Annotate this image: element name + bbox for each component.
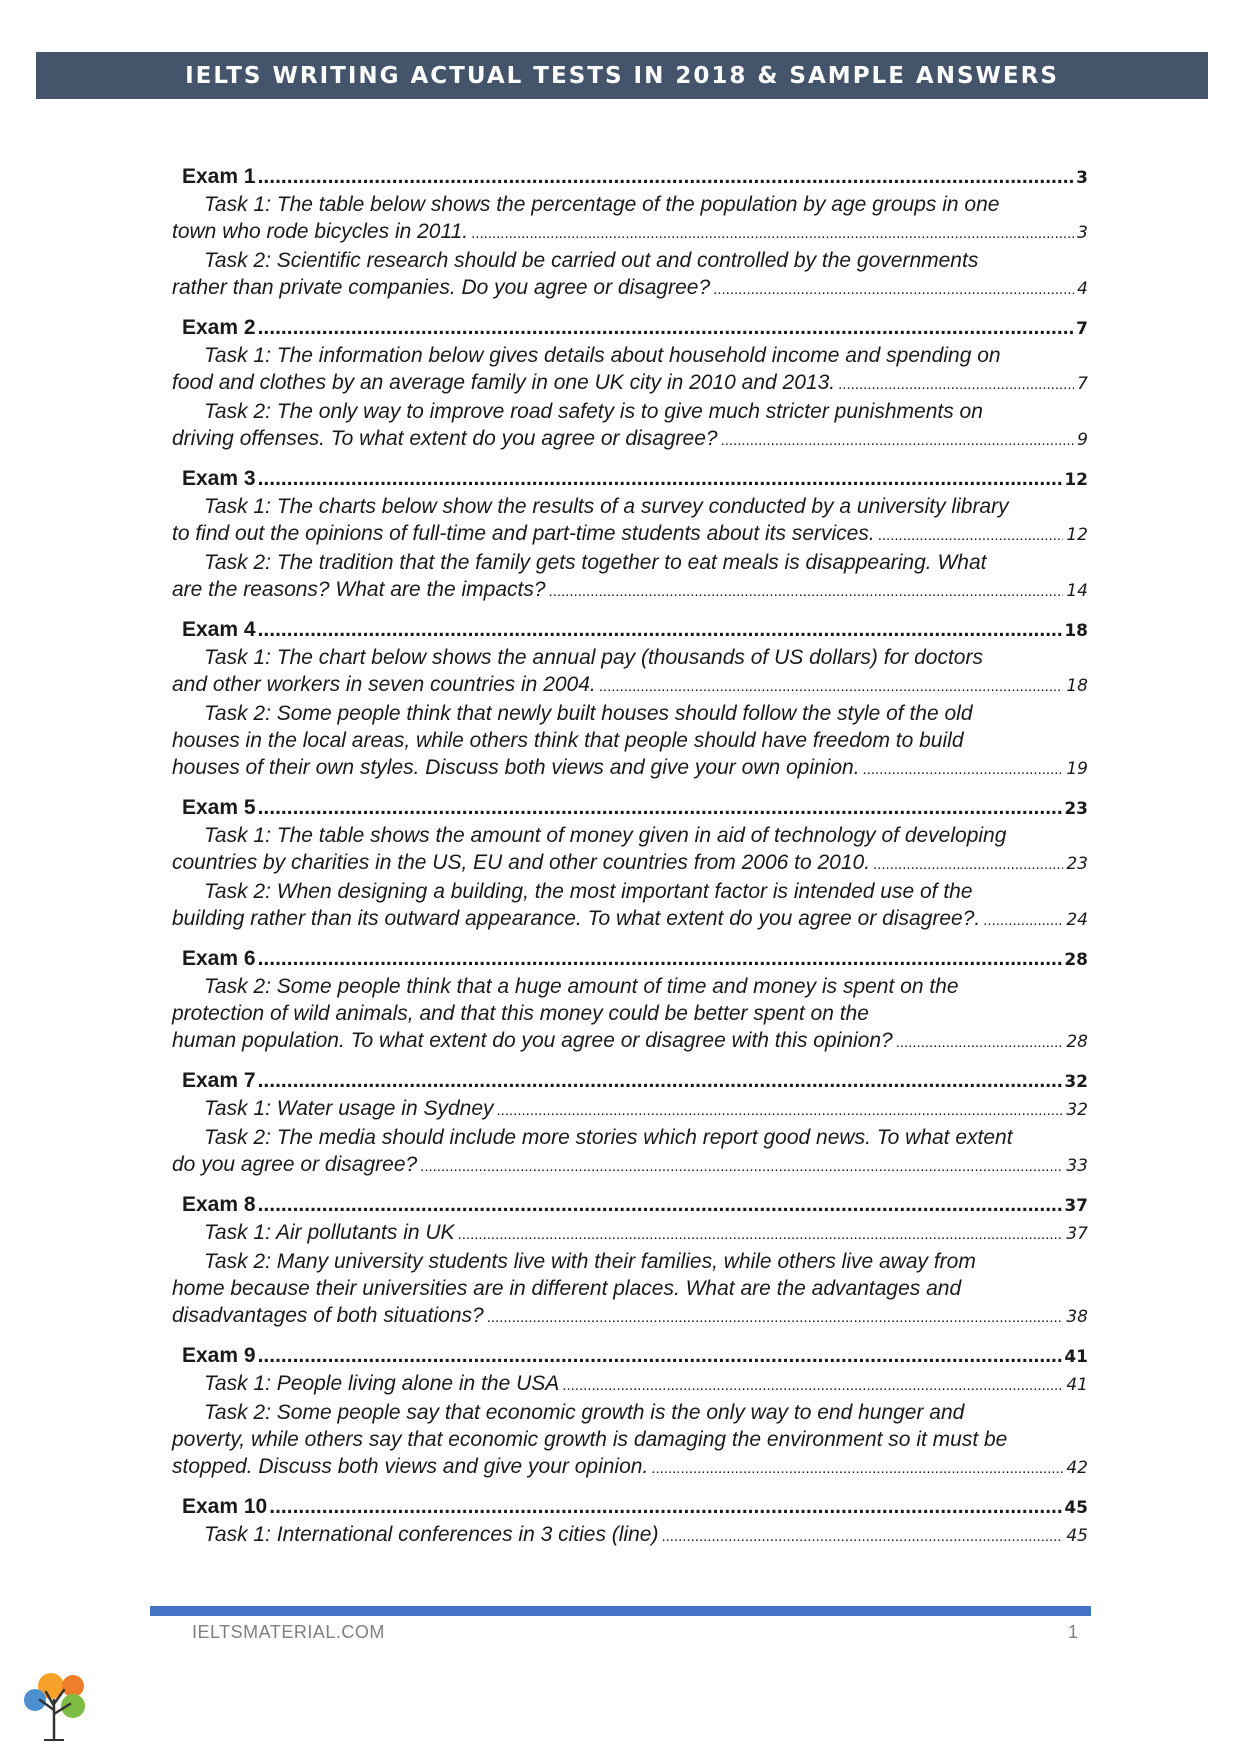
toc-exam-label: Exam 7: [182, 1069, 256, 1092]
toc-dot-leader: [661, 1523, 1063, 1550]
toc-section: [172, 795, 1088, 934]
toc-task-line: [172, 1095, 1088, 1124]
table-of-contents: [172, 164, 1088, 1562]
toc-exam-entry[interactable]: [172, 315, 1088, 342]
toc-section: [172, 1343, 1088, 1482]
toc-task-entry[interactable]: [172, 644, 1088, 700]
toc-dot-leader: [458, 1221, 1064, 1248]
toc-dot-leader: [651, 1455, 1063, 1482]
toc-dot-leader: [471, 220, 1074, 247]
toc-dot-leader: [258, 1192, 1063, 1218]
toc-dot-leader: [713, 276, 1074, 303]
toc-task-entry[interactable]: [172, 822, 1088, 878]
toc-exam-entry[interactable]: [172, 1494, 1088, 1521]
toc-dot-leader: [983, 907, 1063, 934]
toc-dot-leader: [599, 673, 1064, 700]
toc-exam-label: Exam 9: [182, 1344, 256, 1367]
toc-task-entry[interactable]: [172, 191, 1088, 247]
toc-task-text: houses in the local areas, while others think that people should have freedom to build: [172, 729, 964, 752]
toc-page-number: 19: [1066, 759, 1088, 779]
toc-task-line: [172, 754, 1088, 783]
toc-page-number: 14: [1066, 581, 1088, 601]
toc-section: [172, 1494, 1088, 1550]
toc-section: [172, 164, 1088, 303]
toc-task-text: Task 2: When designing a building, the most important factor is intended use of the: [204, 880, 973, 903]
toc-task-text: Task 2: Some people think that a huge amount of time and money is spent on the: [204, 975, 959, 998]
footer-divider: [150, 1606, 1091, 1616]
toc-page-number: 12: [1066, 525, 1088, 545]
toc-task-line: [172, 493, 1088, 520]
toc-task-text: to find out the opinions of full-time and part-time students about its services.: [172, 522, 875, 545]
toc-section: [172, 315, 1088, 454]
toc-task-line: [172, 1521, 1088, 1550]
toc-dot-leader: [896, 1029, 1064, 1056]
toc-task-text: Task 1: The chart below shows the annual pay (thousands of US dollars) for doctors: [204, 646, 983, 669]
toc-page-number: 33: [1066, 1156, 1088, 1176]
toc-exam-label: Exam 8: [182, 1193, 256, 1216]
toc-section: [172, 1068, 1088, 1180]
toc-page-number: 32: [1066, 1100, 1088, 1120]
toc-dot-leader: [721, 427, 1075, 454]
toc-task-text: Task 2: The only way to improve road safety is to give much stricter punishments on: [204, 400, 983, 423]
toc-task-text: Task 1: The information below gives details about household income and spending on: [204, 344, 1001, 367]
toc-task-text: building rather than its outward appearance. To what extent do you agree or disagree?.: [172, 907, 981, 930]
toc-task-line: [172, 218, 1088, 247]
toc-task-text: protection of wild animals, and that this money could be better spent on the: [172, 1002, 869, 1025]
toc-task-line: [172, 520, 1088, 549]
toc-page-number: 24: [1066, 910, 1088, 930]
toc-dot-leader: [258, 164, 1075, 190]
tree-logo-icon: [18, 1670, 92, 1742]
toc-task-text: countries by charities in the US, EU and other countries from 2006 to 2010.: [172, 851, 871, 874]
toc-dot-leader: [873, 851, 1063, 878]
toc-exam-label: Exam 6: [182, 947, 256, 970]
toc-page-number: 41: [1066, 1375, 1088, 1395]
toc-page-number: 18: [1066, 676, 1088, 696]
toc-task-text: Task 1: Air pollutants in UK: [204, 1221, 455, 1244]
toc-exam-entry[interactable]: [172, 164, 1088, 191]
toc-task-line: [172, 700, 1088, 727]
toc-task-text: Task 1: The table below shows the percentage of the population by age groups in one: [204, 193, 1000, 216]
toc-task-line: [172, 1302, 1088, 1331]
toc-page-number: 37: [1066, 1224, 1088, 1244]
toc-task-entry[interactable]: [172, 1370, 1088, 1399]
toc-task-line: [172, 644, 1088, 671]
toc-task-text: town who rode bicycles in 2011.: [172, 220, 469, 243]
toc-task-text: disadvantages of both situations?: [172, 1304, 484, 1327]
toc-task-text: home because their universities are in different places. What are the advantages and: [172, 1277, 962, 1300]
toc-task-line: [172, 549, 1088, 576]
toc-dot-leader: [863, 756, 1064, 783]
toc-task-entry[interactable]: [172, 1399, 1088, 1482]
toc-task-line: [172, 1027, 1088, 1056]
toc-page-number: 9: [1077, 430, 1088, 450]
toc-dot-leader: [497, 1097, 1064, 1124]
toc-task-entry[interactable]: [172, 549, 1088, 605]
toc-page-number: 23: [1064, 799, 1088, 819]
toc-dot-leader: [269, 1494, 1062, 1520]
toc-task-text: Task 2: The media should include more stories which report good news. To what extent: [204, 1126, 1013, 1149]
toc-task-line: [172, 1370, 1088, 1399]
toc-task-line: [172, 849, 1088, 878]
toc-task-text: Task 1: The charts below show the results of a survey conducted by a university library: [204, 495, 1009, 518]
toc-exam-entry[interactable]: [172, 1192, 1088, 1219]
toc-task-line: [172, 973, 1088, 1000]
toc-task-text: rather than private companies. Do you agree or disagree?: [172, 276, 711, 299]
toc-task-line: [172, 369, 1088, 398]
toc-task-line: [172, 1219, 1088, 1248]
document-title: IELTS WRITING ACTUAL TESTS IN 2018 & SAMPLE ANSWERS: [185, 62, 1059, 89]
document-header: [36, 52, 1208, 99]
toc-task-line: [172, 274, 1088, 303]
toc-section: [172, 617, 1088, 783]
toc-task-line: [172, 1426, 1088, 1453]
toc-task-text: human population. To what extent do you agree or disagree with this opinion?: [172, 1029, 893, 1052]
toc-exam-label: Exam 1: [182, 165, 256, 188]
toc-dot-leader: [258, 1343, 1063, 1369]
toc-exam-entry[interactable]: [172, 466, 1088, 493]
toc-task-line: [172, 1248, 1088, 1275]
toc-page-number: 41: [1064, 1347, 1088, 1367]
toc-section: [172, 466, 1088, 605]
toc-task-text: poverty, while others say that economic growth is damaging the environment so it must be: [172, 1428, 1008, 1451]
toc-section: [172, 1192, 1088, 1331]
toc-task-text: Task 2: Many university students live with their families, while others live away from: [204, 1250, 976, 1273]
toc-exam-label: Exam 4: [182, 618, 256, 641]
toc-task-line: [172, 1275, 1088, 1302]
footer-site-name: IELTSMATERIAL.COM: [192, 1622, 385, 1642]
toc-task-text: Task 2: Scientific research should be carried out and controlled by the governments: [204, 249, 979, 272]
toc-task-entry[interactable]: [172, 1521, 1088, 1550]
toc-task-entry[interactable]: [172, 878, 1088, 934]
toc-exam-label: Exam 10: [182, 1495, 268, 1518]
toc-task-line: [172, 425, 1088, 454]
toc-task-text: and other workers in seven countries in 2004.: [172, 673, 596, 696]
toc-exam-entry[interactable]: [172, 946, 1088, 973]
toc-task-line: [172, 727, 1088, 754]
toc-page-number: 3: [1076, 168, 1088, 188]
toc-dot-leader: [549, 578, 1064, 605]
toc-exam-label: Exam 5: [182, 796, 256, 819]
toc-task-text: food and clothes by an average family in one UK city in 2010 and 2013.: [172, 371, 836, 394]
toc-task-text: Task 2: The tradition that the family gets together to eat meals is disappearing. What: [204, 551, 987, 574]
toc-page-number: 28: [1066, 1032, 1088, 1052]
toc-task-text: Task 1: Water usage in Sydney: [204, 1097, 494, 1120]
toc-task-text: Task 1: The table shows the amount of money given in aid of technology of developing: [204, 824, 1007, 847]
toc-task-line: [172, 1124, 1088, 1151]
toc-exam-entry[interactable]: [172, 1343, 1088, 1370]
toc-task-entry[interactable]: [172, 700, 1088, 783]
toc-task-text: Task 2: Some people think that newly built houses should follow the style of the old: [204, 702, 973, 725]
toc-task-text: do you agree or disagree?: [172, 1153, 418, 1176]
toc-dot-leader: [838, 371, 1074, 398]
footer-page-number: 1: [1068, 1622, 1079, 1642]
toc-page-number: 45: [1066, 1526, 1088, 1546]
toc-task-line: [172, 671, 1088, 700]
toc-exam-entry[interactable]: [172, 1068, 1088, 1095]
toc-dot-leader: [878, 522, 1064, 549]
toc-task-text: Task 1: People living alone in the USA: [204, 1372, 560, 1395]
toc-page-number: 45: [1064, 1498, 1088, 1518]
toc-task-entry[interactable]: [172, 1219, 1088, 1248]
toc-exam-entry[interactable]: [172, 795, 1088, 822]
toc-page-number: 37: [1064, 1196, 1088, 1216]
toc-page-number: 7: [1076, 319, 1088, 339]
toc-task-line: [172, 247, 1088, 274]
toc-task-entry[interactable]: [172, 247, 1088, 303]
toc-task-line: [172, 1000, 1088, 1027]
toc-dot-leader: [420, 1153, 1063, 1180]
toc-task-line: [172, 878, 1088, 905]
toc-page-number: 3: [1077, 223, 1088, 243]
toc-task-line: [172, 822, 1088, 849]
toc-page-number: 7: [1077, 374, 1088, 394]
toc-exam-label: Exam 3: [182, 467, 256, 490]
toc-page-number: 12: [1064, 470, 1088, 490]
toc-task-entry[interactable]: [172, 398, 1088, 454]
toc-page-number: 4: [1077, 279, 1088, 299]
toc-task-entry[interactable]: [172, 493, 1088, 549]
toc-page-number: 18: [1064, 621, 1088, 641]
toc-task-text: stopped. Discuss both views and give your opinion.: [172, 1455, 649, 1478]
toc-task-line: [172, 1151, 1088, 1180]
toc-page-number: 32: [1064, 1072, 1088, 1092]
toc-page-number: 23: [1066, 854, 1088, 874]
toc-page-number: 38: [1066, 1307, 1088, 1327]
toc-task-entry[interactable]: [172, 342, 1088, 398]
toc-task-line: [172, 576, 1088, 605]
toc-task-text: houses of their own styles. Discuss both views and give your own opinion.: [172, 756, 860, 779]
toc-dot-leader: [258, 946, 1063, 972]
toc-dot-leader: [258, 466, 1063, 492]
toc-task-line: [172, 1399, 1088, 1426]
toc-task-line: [172, 905, 1088, 934]
toc-dot-leader: [258, 617, 1063, 643]
toc-exam-label: Exam 2: [182, 316, 256, 339]
toc-dot-leader: [258, 1068, 1063, 1094]
toc-dot-leader: [562, 1372, 1063, 1399]
toc-dot-leader: [258, 315, 1075, 341]
toc-section: [172, 946, 1088, 1056]
toc-task-line: [172, 191, 1088, 218]
toc-task-entry[interactable]: [172, 1248, 1088, 1331]
toc-task-line: [172, 398, 1088, 425]
toc-task-entry[interactable]: [172, 1095, 1088, 1124]
toc-task-text: are the reasons? What are the impacts?: [172, 578, 546, 601]
toc-task-line: [172, 1453, 1088, 1482]
toc-task-entry[interactable]: [172, 973, 1088, 1056]
toc-page-number: 28: [1064, 950, 1088, 970]
toc-exam-entry[interactable]: [172, 617, 1088, 644]
toc-task-text: driving offenses. To what extent do you agree or disagree?: [172, 427, 718, 450]
toc-page-number: 42: [1066, 1458, 1088, 1478]
toc-task-text: Task 1: International conferences in 3 cities (line): [204, 1523, 659, 1546]
toc-task-entry[interactable]: [172, 1124, 1088, 1180]
toc-task-text: Task 2: Some people say that economic growth is the only way to end hunger and: [204, 1401, 965, 1424]
toc-dot-leader: [258, 795, 1063, 821]
toc-task-line: [172, 342, 1088, 369]
toc-dot-leader: [487, 1304, 1064, 1331]
